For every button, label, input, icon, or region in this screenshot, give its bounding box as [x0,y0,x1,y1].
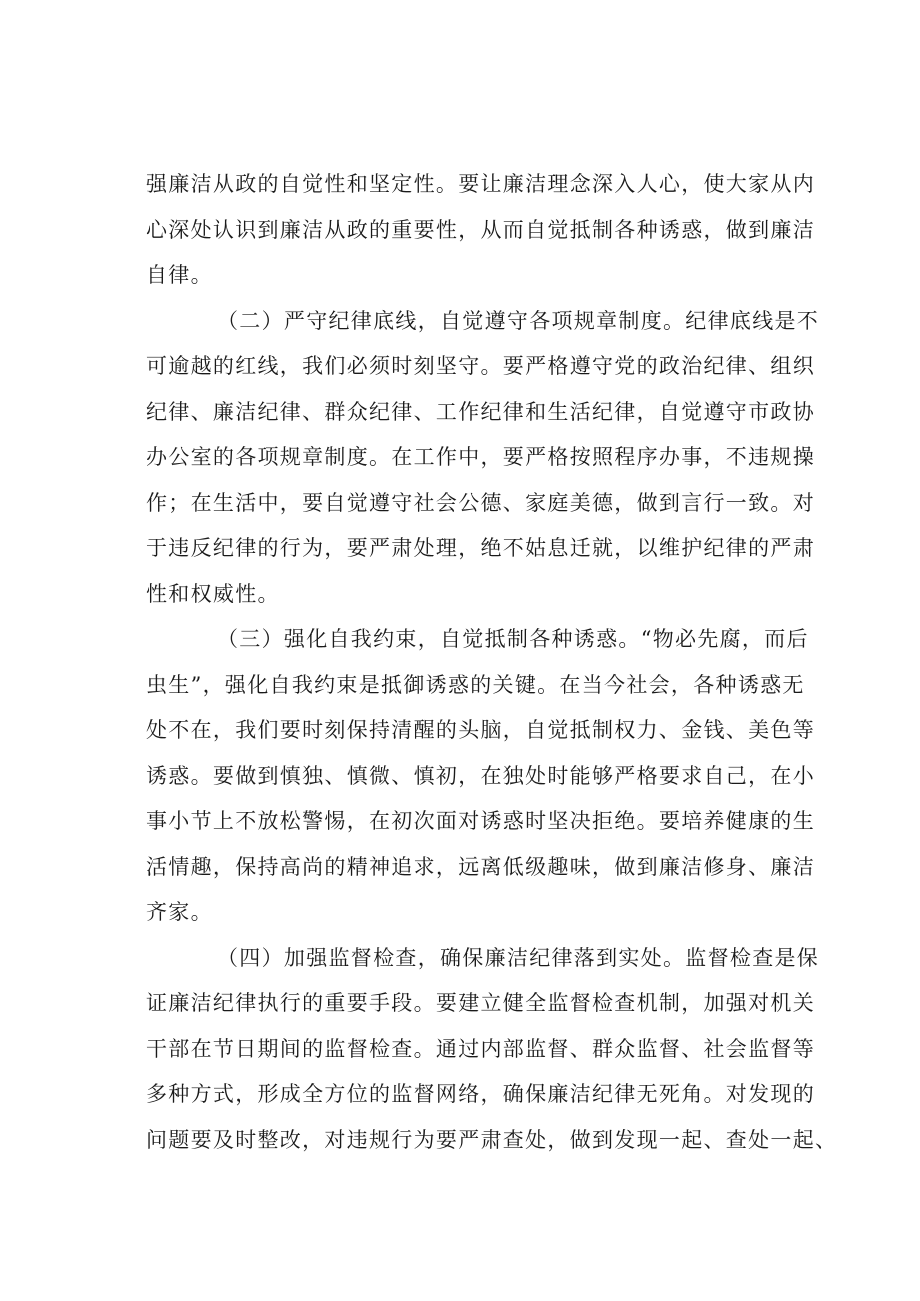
paragraph-first-line: （四）加强监督检查，确保廉洁纪律落到实处。监督检查是保 [217,945,820,970]
text-line: 多种方式，形成全方位的监督网络，确保廉洁纪律无死角。对发现的 [146,1082,815,1106]
text-line: 强廉洁从政的自觉性和坚定性。要让廉洁理念深入人心，使大家从内 [146,172,815,196]
text-line: 自律。 [146,263,213,287]
paragraph-first-line: （三）强化自我约束，自觉抵制各种诱惑。“物必先腐，而后 [217,627,809,651]
text-line: 办公室的各项规章制度。在工作中，要严格按照程序办事，不违规操 [146,445,815,469]
text-line: 事小节上不放松警惕，在初次面对诱惑时坚决拒绝。要培养健康的生 [146,809,815,833]
text-line: 可逾越的红线，我们必须时刻坚守。要严格遵守党的政治纪律、组织 [146,354,815,378]
text-line: 纪律、廉洁纪律、群众纪律、工作纪律和生活纪律，自觉遵守市政协 [146,399,815,424]
text-line: 活情趣，保持高尚的精神追求，远离低级趣味，做到廉洁修身、廉洁 [146,854,815,879]
text-line: 干部在节日期间的监督检查。通过内部监督、群众监督、社会监督等 [146,1036,815,1061]
text-line: 作；在生活中，要自觉遵守社会公德、家庭美德，做到言行一致。对 [146,490,815,515]
text-line: 诱惑。要做到慎独、慎微、慎初，在独处时能够严格要求自己，在小 [146,763,815,788]
text-line: 于违反纪律的行为，要严肃处理，绝不姑息迁就，以维护纪律的严肃 [146,536,815,560]
text-line: 齐家。 [146,900,213,924]
paragraph-first-line: （二）严守纪律底线，自觉遵守各项规章制度。纪律底线是不 [217,308,820,333]
text-line: 问题要及时整改，对违规行为要严肃查处，做到发现一起、查处一起、 [146,1127,838,1152]
document-body [146,162,838,1163]
text-line: 心深处认识到廉洁从政的重要性，从而自觉抵制各种诱惑，做到廉洁 [146,217,815,242]
text-line: 处不在，我们要时刻保持清醒的头脑，自觉抵制权力、金钱、美色等 [146,718,815,742]
text-line: 虫生”，强化自我约束是抵御诱惑的关键。在当今社会，各种诱惑无 [146,672,805,697]
text-line: 性和权威性。 [146,581,280,606]
text-line: 证廉洁纪律执行的重要手段。要建立健全监督检查机制，加强对机关 [146,991,815,1015]
